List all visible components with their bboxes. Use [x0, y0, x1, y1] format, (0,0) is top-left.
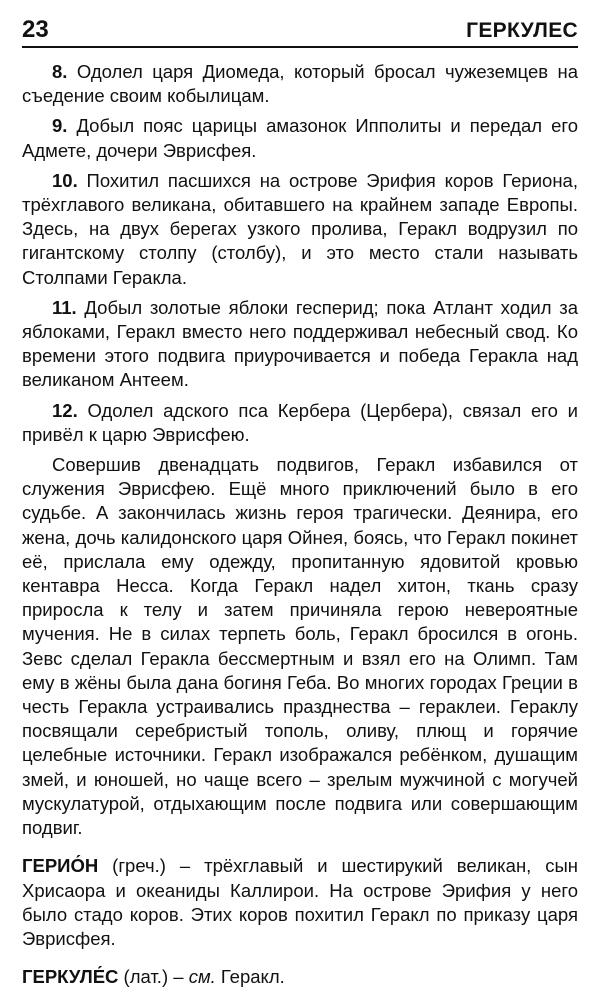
labor-number: 10. — [52, 169, 78, 191]
running-title: ГЕРКУЛЕС — [466, 19, 578, 42]
entry-headword: ГЕРИО́Н — [22, 855, 99, 877]
labor-item — [22, 60, 578, 108]
labor-text: Добыл золотые яблоки гесперид; пока Атлант ходил за яблоками, Геракл вместо него поддерживал небесный свод. Ко времени этого подвига приурочивается и победа Геракла над великаном Антеем. — [22, 296, 578, 391]
labor-item — [22, 296, 578, 393]
page-body — [22, 60, 578, 1003]
labor-number: 8. — [52, 61, 68, 82]
entry-language: (лат.) – — [118, 966, 189, 988]
narrative-paragraph: Совершив двенадцать подвигов, Геракл избавился от служения Эврисфею. Ещё много приключений было в его судьбе. А закончилась жизнь героя трагически. Деянира, его жена, дочь калидонского царя Ойнея, боясь, что Геракл покинет её, прислала ему одежду, пропитанную ядовитой кровью кентавра Несса. Когда Геракл надел хитон, ткань сразу приросла к телу и затем причиняла герою невероятные мучения. Не в силах терпеть боль, Геракл бросился в огонь. Зевс сделал Геракла бессмертным и взял его на Олимп. Там ему в жёны была дана богиня Геба. Во многих городах Греции в честь Геракла устраивались празднества – гераклеи. Гераклу посвящали серебристый тополь, оливу, плющ и горячие целебные источники. Геракл изображался ребёнком, душащим змей, и юношей, но чаще всего – зрелым мужчиной с могучей мускулатурой, отдыхающим после подвига или совершающим подвиг. — [22, 454, 578, 839]
header-divider — [22, 46, 578, 48]
labor-item — [22, 399, 578, 447]
labor-text: Одолел царя Диомеда, который бросал чужеземцев на съедение своим кобылицам. — [22, 61, 579, 107]
dictionary-entry-gerkules — [22, 965, 578, 989]
dictionary-entry-gerion — [22, 854, 578, 951]
page-header — [22, 16, 578, 46]
labor-number: 9. — [52, 115, 68, 137]
entry-definition: – трёхглавый и шестирукий великан, сын Хрисаора и океаниды Каллирои. На острове Эрифия у него было стадо коров. Этих коров похитил Геракл по приказу царя Эврисфея. — [22, 855, 578, 949]
entry-see-target: Геракл. — [215, 966, 285, 988]
labor-text: Одолел адского пса Кербера (Цербера), связал его и привёл к царю Эврисфею. — [22, 399, 579, 445]
labor-text: Похитил пасшихся на острове Эрифия коров Гериона, трёхглавого великана, обитавшего на крайнем западе Европы. Здесь, на двух берегах узкого пролива, Геракл водрузил по гигантскому столпу (столбу), и это место стали называть Столпами Геракла. — [22, 169, 578, 288]
entry-language: (греч.) — [98, 855, 166, 877]
labor-number: 12. — [52, 399, 78, 421]
labor-number: 11. — [52, 296, 77, 318]
entry-headword: ГЕРКУЛЕ́С — [22, 966, 119, 988]
page-number: 23 — [22, 16, 49, 43]
entry-see-reference: см. — [188, 966, 216, 988]
labor-item — [22, 169, 578, 290]
labor-item — [22, 114, 578, 162]
labor-text: Добыл пояс царицы амазонок Ипполиты и передал его Адмете, дочери Эврисфея. — [22, 115, 579, 161]
